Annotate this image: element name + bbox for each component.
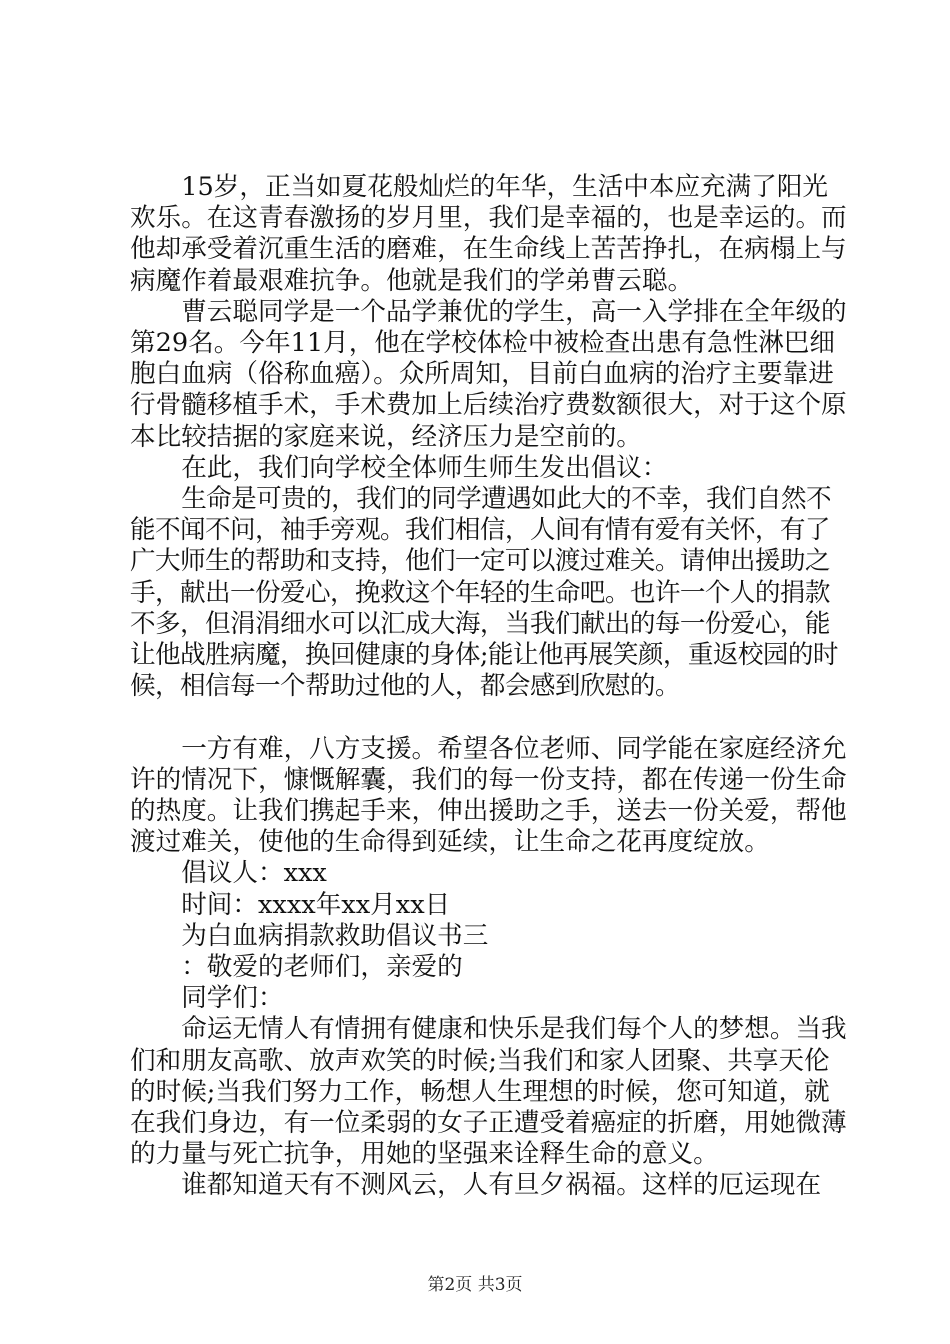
paragraph-fate: 命运无情人有情拥有健康和快乐是我们每个人的梦想。当我们和朋友高歌、放声欢笑的时候;当我们和家人团聚、共享天伦的时候;当我们努力工作，畅想人生理想的时候，您可知道，就在我们身边，有一位柔弱的女子正遭受着癌症的折磨，用她微薄的力量与死亡抗争，用她的坚强来诠释生命的意义。 (130, 1014, 847, 1170)
salutation-line: ：敬爱的老师们，亲爱的 (181, 952, 463, 983)
paragraph-appeal: 生命是可贵的，我们的同学遭遇如此大的不幸，我们自然不能不闻不问，袖手旁观。我们相信，人间有情有爱有关怀，有了广大师生的帮助和支持，他们一定可以渡过难关。请伸出援助之手，献出一份爱心，挽救这个年轻的生命吧。也许一个人的捐款不多，但涓涓细水可以汇成大海，当我们献出的每一份爱心，能让他战胜病魔，换回健康的身体;能让他再展笑颜，重返校园的时候，相信每一个帮助过他的人，都会感到欣慰的。 (130, 484, 838, 702)
paragraph-support: 一方有难，八方支援。希望各位老师、同学能在家庭经济允许的情况下，慷慨解囊，我们的每一份支持，都在传递一份生命的热度。让我们携起手来，伸出援助之手，送去一份关爱，帮他渡过难关，使他的生命得到延续，让生命之花再度绽放。 (130, 733, 847, 858)
page-number-footer: 第2页 共3页 (427, 1275, 523, 1295)
salutation-continued: 同学们： (181, 983, 284, 1014)
paragraph-student-info: 曹云聪同学是一个品学兼优的学生，高一入学排在全年级的第29名。今年11月，他在学校体检中被检查出患有急性淋巴细胞白血病（俗称血癌）。众所周知，目前白血病的治疗主要靠进行骨髓移植手术，手术费加上后续治疗费数额很大，对于这个原本比较拮据的家庭来说，经济压力是空前的。 (130, 296, 847, 452)
paragraph-spacer (130, 702, 850, 733)
paragraph-intro: 15岁，正当如夏花般灿烂的年华，生活中本应充满了阳光欢乐。在这青春激扬的岁月里，我们是幸福的，也是幸运的。而他却承受着沉重生活的磨难，在生命线上苦苦挣扎，在病榻上与病魔作着最艰难抗争。他就是我们的学弟曹云聪。 (130, 172, 847, 296)
proposer-line: 倡议人：xxx (181, 858, 327, 889)
section-title: 为白血病捐款救助倡议书三 (181, 920, 489, 951)
date-line: 时间：xxxx年xx月xx日 (181, 889, 451, 920)
paragraph-fortune: 谁都知道天有不测风云，人有旦夕祸福。这样的厄运现在 (181, 1170, 822, 1201)
document-body (130, 172, 850, 1202)
paragraph-proposal-lead: 在此，我们向学校全体师生师生发出倡议： (181, 452, 668, 483)
